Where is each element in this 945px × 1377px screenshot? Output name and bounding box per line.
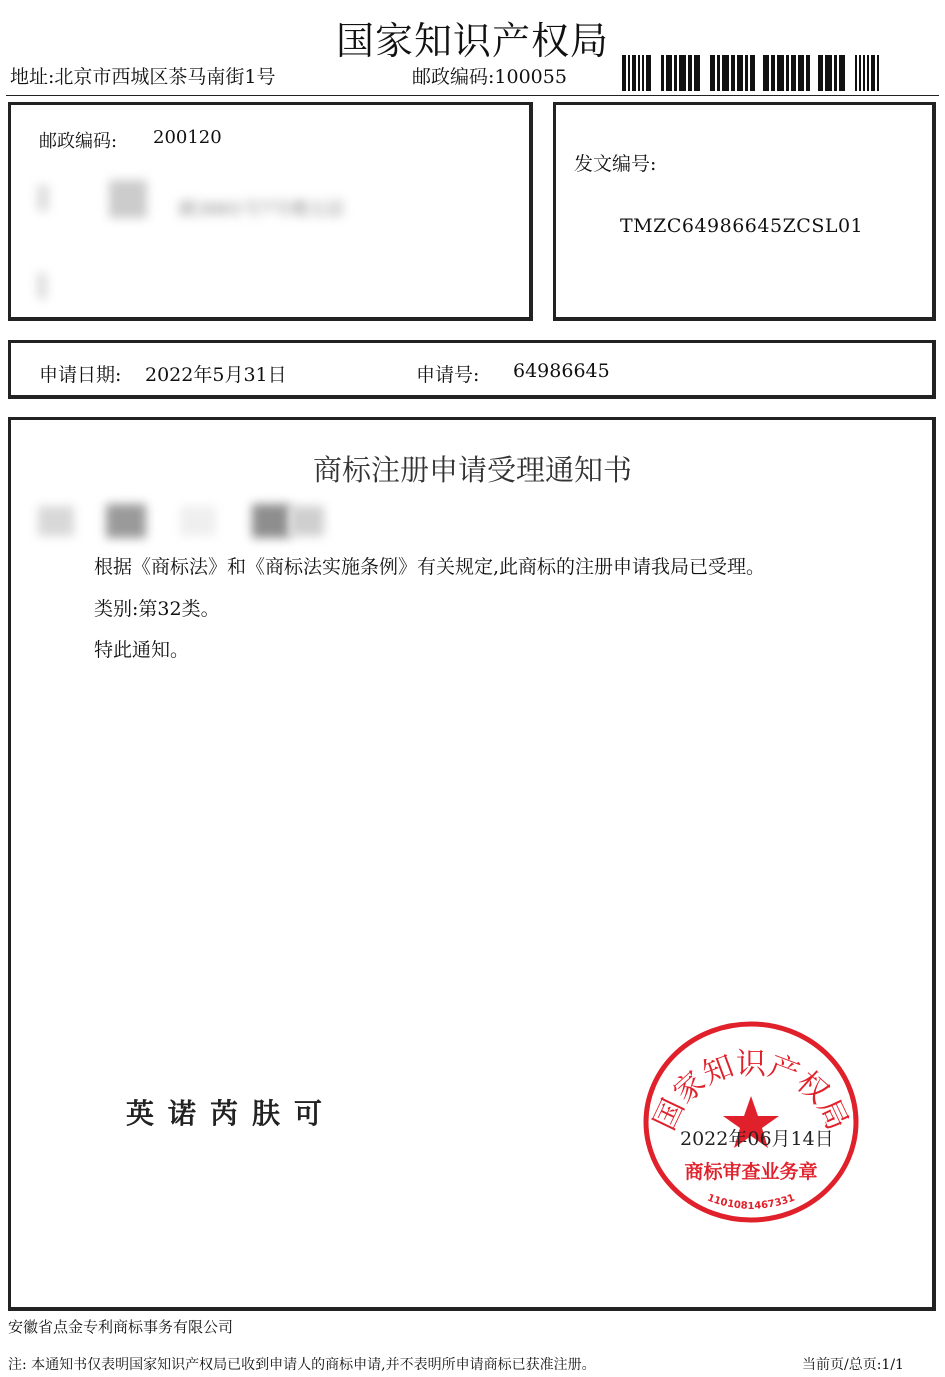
page-indicator: 当前页/总页:1/1: [802, 1357, 904, 1373]
footer-note: 注: 本通知书仅表明国家知识产权局已收到申请人的商标申请,并不表明所申请商标已获准注册。: [8, 1357, 596, 1373]
notice-closing-line: 特此通知。: [94, 639, 190, 661]
notice-title: 商标注册申请受理通知书: [312, 453, 632, 487]
header-rule: [6, 95, 939, 96]
office-address: 地址:北京市西城区茶马南街1号: [10, 66, 276, 88]
recipient-postcode-value: 200120: [153, 127, 222, 148]
application-box: [8, 340, 936, 399]
redacted-block: [106, 504, 146, 538]
page-title: 国家知识产权局: [335, 19, 609, 63]
redacted-block: [180, 506, 216, 536]
recipient-postcode-label: 邮政编码:: [39, 131, 118, 152]
recipient-box: [8, 102, 533, 321]
application-number-value: 64986645: [513, 360, 610, 382]
notice-class-line: 类别:第32类。: [94, 598, 220, 620]
redacted-block: [38, 506, 74, 536]
notice-body-line: 根据《商标法》和《商标法实施条例》有关规定,此商标的注册申请我局已受理。: [94, 556, 766, 578]
seal-serial-text: 1101081467331: [705, 1192, 797, 1212]
recipient-address-redacted: 路3001号7号楼五层: [179, 199, 345, 220]
issue-date: 2022年06月14日: [680, 1128, 834, 1150]
seal-org-text: 国家知识产权局: [647, 1046, 855, 1136]
official-seal: [640, 1020, 862, 1225]
redacted-block: [252, 504, 290, 538]
redacted-block: [109, 180, 147, 218]
trademark-text: 英诺芮肤可: [126, 1097, 337, 1130]
application-date-label: 申请日期:: [39, 364, 122, 386]
seal-dept-text: 商标审查业务章: [684, 1161, 818, 1183]
doc-number-box: [553, 102, 936, 321]
application-date-value: 2022年5月31日: [145, 364, 287, 386]
redacted-block: [37, 273, 47, 299]
application-number-label: 申请号:: [416, 364, 480, 386]
barcode-image: [622, 55, 930, 91]
redacted-block: [37, 185, 49, 211]
redacted-block: [290, 506, 324, 536]
agency-name: 安徽省点金专利商标事务有限公司: [8, 1318, 234, 1336]
doc-number-value: TMZC64986645ZCSL01: [620, 215, 864, 237]
doc-number-label: 发文编号:: [574, 153, 657, 175]
office-postcode: 邮政编码:100055: [412, 66, 567, 88]
